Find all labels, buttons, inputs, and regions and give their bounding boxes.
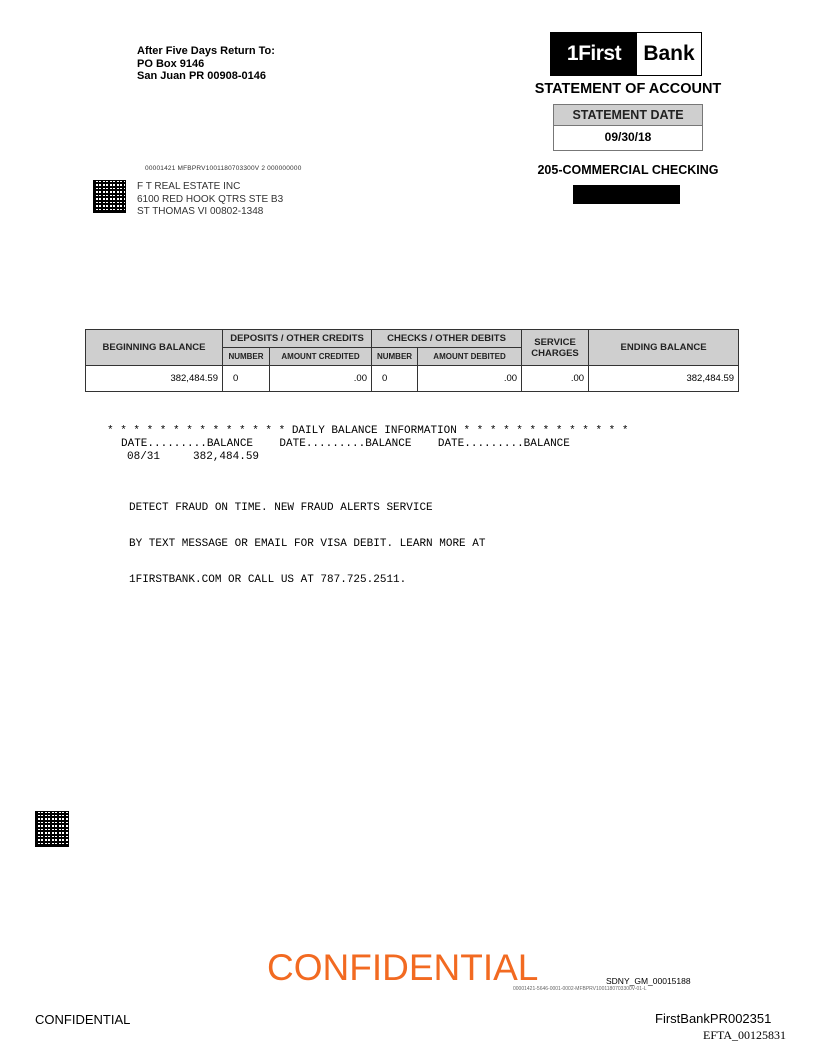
statement-title: STATEMENT OF ACCOUNT [534,81,722,97]
mailing-city: ST THOMAS VI 00802-1348 [137,206,264,217]
statement-date-box [553,104,703,151]
redaction-block [573,185,680,204]
return-address-line2: PO Box 9146 [137,57,205,70]
account-type: 205-COMMERCIAL CHECKING [537,163,719,177]
header-amount-debited: AMOUNT DEBITED [418,348,522,366]
bank-logo-left: 1First [551,33,637,75]
small-reference-code: 00001421-5646-0001-0002-MFBPRV1001180703300V-01-L [513,986,647,992]
balance-summary-table [85,329,739,392]
return-address-line3: San Juan PR 00908-0146 [137,70,267,82]
daily-balance-row: 08/31 382,484.59 [127,451,260,463]
daily-balance-columns: DATE.........BALANCE DATE.........BALANCE DATE.........BALANCE [121,438,570,450]
fraud-notice-line1: DETECT FRAUD ON TIME. NEW FRAUD ALERTS SERVICE [129,502,433,514]
daily-balance-banner: * * * * * * * * * * * * * * DAILY BALANCE INFORMATION * * * * * * * * * * * * * [107,425,629,437]
beginning-balance-value: 382,484.59 [86,366,223,392]
sdny-reference: SDNY_GM_00015188 [606,976,691,986]
amount-debited-value: .00 [418,366,522,392]
bates-number: FirstBankPR002351 [655,1011,772,1026]
header-service-charges: SERVICE CHARGES [522,330,589,366]
deposits-number-value: 0 [223,366,270,392]
header-amount-credited: AMOUNT CREDITED [270,348,372,366]
barcode-icon [93,180,126,213]
confidential-label: CONFIDENTIAL [35,1012,131,1027]
return-address [137,45,275,83]
header-ending-balance: ENDING BALANCE [589,330,739,366]
fraud-notice-line2: BY TEXT MESSAGE OR EMAIL FOR VISA DEBIT. LEARN MORE AT [129,538,486,550]
header-beginning-balance: BEGINNING BALANCE [86,330,223,366]
mailing-street: 6100 RED HOOK QTRS STE B3 [137,193,284,205]
header-checks-number: NUMBER [372,348,418,366]
return-address-line1: After Five Days Return To: [137,45,275,57]
header-checks: CHECKS / OTHER DEBITS [372,330,522,348]
statement-date-value: 09/30/18 [604,130,652,144]
mail-tracking-code: 00001421 MFBPRV1001180703300V 2 000000000 [145,165,302,172]
service-charges-value: .00 [522,366,589,392]
fraud-notice [129,478,485,598]
page-barcode-icon [35,811,69,847]
header-deposits: DEPOSITS / OTHER CREDITS [223,330,372,348]
fraud-notice-line3: 1FIRSTBANK.COM OR CALL US AT 787.725.2511. [129,574,407,586]
mailing-name: F T REAL ESTATE INC [137,181,241,192]
confidential-stamp: CONFIDENTIAL [267,947,539,988]
header-deposits-number: NUMBER [223,348,270,366]
mailing-address [137,181,283,219]
bank-logo [550,32,702,76]
checks-number-value: 0 [372,366,418,392]
bank-logo-right: Bank [643,42,695,65]
ending-balance-value: 382,484.59 [589,366,739,392]
statement-date-label: STATEMENT DATE [554,105,702,126]
amount-credited-value: .00 [270,366,372,392]
efta-number: EFTA_00125831 [703,1028,787,1042]
